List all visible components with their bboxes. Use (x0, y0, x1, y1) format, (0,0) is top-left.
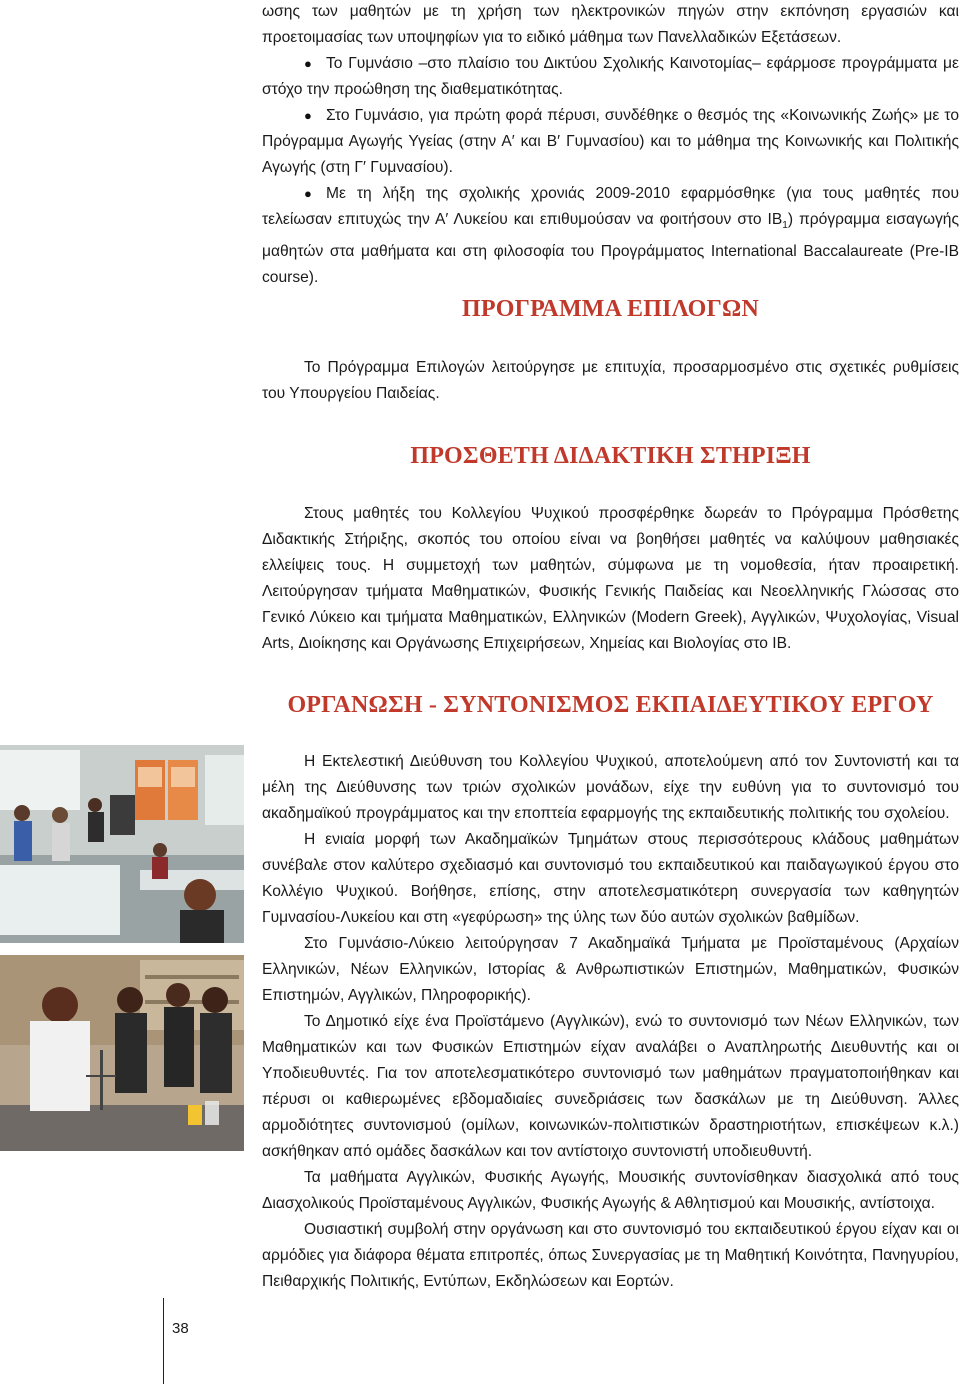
subscript: 1 (782, 220, 788, 232)
intro-block (262, 0, 959, 291)
section-heading-coordination: ΟΡΓΑΝΩΣΗ - ΣΥΝΤΟΝΙΣΜΟΣ ΕΚΠΑΙΔΕΥΤΙΚΟΥ ΕΡΓΟΥ (287, 692, 934, 718)
intro-bullet-social-life (262, 103, 959, 181)
paragraph: Τα μαθήματα Αγγλικών, Φυσικής Αγωγής, Μουσικής συντονίσθηκαν διασχολικά από τους Διασχολικούς Προϊσταμένους Αγγλικών, Φυσικής Αγωγής & Αθλητισμού και Μουσικής, αντίστοιχα. (262, 1169, 959, 1212)
section-coordination-body (262, 749, 959, 1295)
lab-photo (0, 955, 244, 1151)
bullet-text: Στο Γυμνάσιο, για πρώτη φορά πέρυσι, συνδέθηκε ο θεσμός της «Κοινωνικής Ζωής» με το Πρόγραμμα Αγωγής Υγείας (στην Α′ και Β′ Γυμνασίου) και το μάθημα της Κοινωνικής και Πολιτικής Αγωγής (στη Γ′ Γυμνασίου). (262, 107, 959, 176)
paragraph: Η Εκτελεστική Διεύθυνση του Κολλεγίου Ψυχικού, αποτελούμενη από τον Συντονιστή και τα μέλη της Διεύθυνσης των τριών σχολικών μονάδων, είχε την ευθύνη για το συντονισμό του ακαδημαϊκού προγράμματος και την εποπτεία εφαρμογής της εκπαιδευτικής πολιτικής του σχολείου. (262, 753, 959, 822)
classroom-photo (0, 745, 244, 943)
section-heading-additional-support: ΠΡΟΣΘΕΤΗ ΔΙΔΑΚΤΙΚΗ ΣΤΗΡΙΞΗ (410, 443, 811, 469)
intro-paragraph-continued: ωσης των μαθητών με τη χρήση των ηλεκτρονικών πηγών στην εκπόνηση εργασιών και προετοιμασίας των υποψηφίων για το ειδικό μάθημα των Πανελλαδικών Εξετάσεων. (262, 3, 959, 46)
bullet-text: Με τη λήξη της σχολικής χρονιάς 2009-2010 εφαρμόσθηκε (για τους μαθητές που τελείωσαν επιτυχώς την Α′ Λυκείου και επιθυμούσαν να φοιτήσουν στο IB (262, 185, 959, 228)
page-number-rule (163, 1298, 164, 1384)
paragraph: Στους μαθητές του Κολλεγίου Ψυχικού προσφέρθηκε δωρεάν το Πρόγραμμα Πρόσθετης Διδακτικής Στήριξης, σκοπός του οποίου είναι να βοηθήσει μαθητές να καλύψουν μαθησιακές ελλείψεις τους. Η συμμετοχή των μαθητών, σύμφωνα με τη νομοθεσία, ήταν προαιρετική. Λειτούργησαν τμήματα Μαθηματικών, Φυσικής Γενικής Παιδείας και Νεοελληνικής Γλώσσας στο Γενικό Λύκειο και τμήματα Μαθηματικών, Ελληνικών (Modern Greek), Αγγλικών, Ψυχολογίας, Visual Arts, Διοίκησης και Οργάνωσης Επιχειρήσεων, Χημείας και Βιολογίας στο IB. (262, 505, 959, 652)
page-number: 38 (172, 1320, 189, 1337)
bullet-text: Το Γυμνάσιο –στο πλαίσιο του Δικτύου Σχολικής Καινοτομίας– εφάρμοσε προγράμματα με στόχο την προώθηση της διαθεματικότητας. (262, 55, 959, 98)
section-heading-electives: ΠΡΟΓΡΑΜΜΑ ΕΠΙΛΟΓΩΝ (462, 296, 759, 322)
paragraph: Η ενιαία μορφή των Ακαδημαϊκών Τμημάτων στους περισσότερους κλάδους μαθημάτων συνέβαλε στον καλύτερο σχεδιασμό και συντονισμό του εκπαιδευτικού και παιδαγωγικού έργου στο Κολλέγιο Ψυχικού. Βοήθησε, επίσης, στην αποτελεσματικότερη συνεργασία των καθηγητών Γυμνασίου-Λυκείου και στη «γεφύρωση» της ύλης των δύο αυτών σχολικών βαθμίδων. (262, 831, 959, 926)
paragraph: Το Πρόγραμμα Επιλογών λειτούργησε με επιτυχία, προσαρμοσμένο στις σχετικές ρυθμίσεις του Υπουργείου Παιδείας. (262, 359, 959, 402)
paragraph: Το Δημοτικό είχε ένα Προϊστάμενο (Αγγλικών), ενώ το συντονισμό των Νέων Ελληνικών, των Μαθηματικών και των Φυσικών Επιστημών είχαν αναλάβει ο Αναπληρωτής Διευθυντής και οι Υποδιευθυντές. Για τον αποτελεσματικότερο συντονισμό των μαθημάτων πραγματοποιήθηκαν και πέρυσι οι καθιερωμένες εβδομαδιαίες συνεδριάσεις των δασκάλων με τη Διεύθυνση. Άλλες αρμοδιότητες συντονισμού (ομίλων, κοινωνικών-πολιτιστικών δραστηριοτήτων, επισκέψεων κ.λ.) ασκήθηκαν από ομάδες δασκάλων και τον αντίστοιχο συντονιστή υποδιευθυντή. (262, 1013, 959, 1160)
paragraph: Ουσιαστική συμβολή στην οργάνωση και στο συντονισμό του εκπαιδευτικού έργου είχαν και οι αρμόδιες για διάφορα θέματα επιτροπές, όπως Συνεργασίας με τη Μαθητική Κοινότητα, Πανηγυρίου, Πειθαρχικής Πολιτικής, Εντύπων, Εκδηλώσεων και Εορτών. (262, 1221, 959, 1290)
bullet-text: ) πρόγραμμα εισαγωγής μαθητών στα μαθήματα και στη φιλοσοφία του Προγράμματος International Baccalaureate (Pre-IB course). (262, 211, 959, 287)
section-electives-body (262, 355, 959, 407)
intro-bullet-pre-ib (262, 181, 959, 291)
section-support-body (262, 501, 959, 657)
paragraph: Στο Γυμνάσιο-Λύκειο λειτούργησαν 7 Ακαδημαϊκά Τμήματα με Προϊσταμένους (Αρχαίων Ελληνικών, Νέων Ελληνικών, Ιστορίας & Ανθρωπιστικών Επιστημών, Μαθηματικών, Φυσικών Επιστημών, Αγγλικών, Πληροφορικής). (262, 935, 959, 1004)
intro-bullet-innovation (262, 51, 959, 103)
